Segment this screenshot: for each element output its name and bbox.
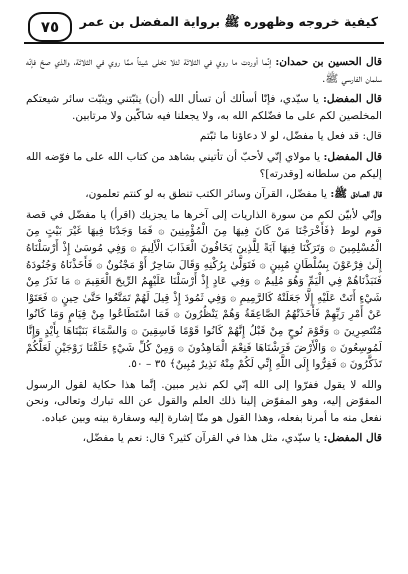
speaker: قال المفضل: [323, 432, 382, 445]
paragraph [26, 186, 382, 203]
speaker: قال الحسين بن حمدان: [275, 56, 383, 68]
paragraph-text: قال: قد فعل يا مفضّل، لو لا دعاؤنا ما ثبّتم [199, 130, 382, 143]
header-rule [24, 42, 384, 44]
paragraph-text: يا سيّدي، فإنّا أسألك أن تسأل الله (أن) يثبّتني ويثبّت سائر شيعتكم المخلصين لكم على ما فضّلكم الله به، ولا يجعلنا فيه شاكّين ولا مرتابين. [26, 93, 382, 122]
paragraph [26, 54, 382, 87]
speaker: قال المفضل: [322, 93, 382, 106]
paragraph-text: والله لا يقول ففرّوا إلى الله إنّي لكم نذير مبين. إنَّما هذا حكاية لقول الرسول المفوّض إليه، وهو المفوّض إلينا ذلك العلم والقول عن الله تبارك وتعالى، ونحن نفعل منه ما أمرنا بفعله، وهذا القول هو منّا إشارة إليه وسفارة بينه وبين عباده. [26, 378, 382, 424]
paragraph [26, 128, 382, 145]
speaker: قال المفضل: [323, 150, 383, 163]
page-header [24, 10, 384, 44]
paragraph-text: يا مفضّل، القرآن وسائر الكتب تنطق به لو كنتم تعلمون، [85, 188, 331, 201]
paragraph-text: يا مولاي إنّي لأحبّ أن تأتيني بشاهد من كتاب الله على ما فوّضه الله إليكم من سلطانه [وقدرته]؟ [26, 150, 382, 180]
paragraph [26, 149, 382, 182]
paragraph [26, 377, 382, 427]
paragraph-text: وإنّي لأبيّن لكم من سورة الذاريات إلى آخرها ما يجزيك (اقرأ) يا مفضّل في قصة قوم لوط ﴿فَأَخْرَجْنَا مَنْ كَانَ فِيهَا مِنَ الْمُؤْمِنِينَ ۞ فَمَا وَجَدْنَا فِيهَا غَيْرَ بَيْتٍ مِنَ الْمُسْلِمِينَ ۞ وَتَرَكْنَا فِيهَا آيَةً لِلَّذِينَ يَخَافُونَ الْعَذَابَ الْأَلِيمَ ۞ وَفِي مُوسَىٰ إِذْ أَرْسَلْنَاهُ إِلَىٰ فِرْعَوْنَ بِسُلْطَانٍ مُبِينٍ ۞ فَتَوَلَّىٰ بِرُكْنِهِ وَقَالَ سَاحِرٌ أَوْ مَجْنُونٌ ۞ فَأَخَذْنَاهُ وَجُنُودَهُ فَنَبَذْنَاهُمْ فِي الْيَمِّ وَهُوَ مُلِيمٌ ۞ وَفِي عَادٍ إِذْ أَرْسَلْنَا عَلَيْهِمُ الرِّيحَ الْعَقِيمَ ۞ مَا تَذَرُ مِنْ شَيْءٍ أَتَتْ عَلَيْهِ إِلَّا جَعَلَتْهُ كَالرَّمِيمِ ۞ وَفِي ثَمُودَ إِذْ قِيلَ لَهُمْ تَمَتَّعُوا حَتَّىٰ حِينٍ ۞ فَعَتَوْا عَنْ أَمْرِ رَبِّهِمْ فَأَخَذَتْهُمُ الصَّاعِقَةُ وَهُمْ يَنْظُرُونَ ۞ فَمَا اسْتَطَاعُوا مِنْ قِيَامٍ وَمَا كَانُوا مُنْتَصِرِينَ ۞ وَقَوْمَ نُوحٍ مِنْ قَبْلُ إِنَّهُمْ كَانُوا قَوْمًا فَاسِقِينَ ۞ وَالسَّمَاءَ بَنَيْنَاهَا بِأَيْدٍ وَإِنَّا لَمُوسِعُونَ ۞ وَالْأَرْضَ فَرَشْنَاهَا فَنِعْمَ الْمَاهِدُونَ ۞ وَمِنْ كُلِّ شَيْءٍ خَلَقْنَا زَوْجَيْنِ لَعَلَّكُمْ تَذَكَّرُونَ ۞ فَفِرُّوا إِلَى اللَّهِ إِنِّي لَكُمْ مِنْهُ نَذِيرٌ مُبِينٌ﴾ ٣٥ – ٥٠. [26, 208, 382, 371]
quran-paragraph [26, 207, 382, 373]
paragraph-text: إنَّما أوردت ما روي في الثلاثة لئلا تخلى شيئاً ممَّا روي في الثلاثة، والذي صحّ فإنّه سلمان الفارسي ﷺ. [26, 56, 382, 85]
paragraph [26, 91, 382, 124]
paragraph-text: يا سيّدي، مثل هذا في القرآن كثير؟ قال: نعم يا مفضّل، [82, 432, 324, 445]
speaker: قال الصادق ﷺ: [330, 188, 382, 201]
page-body [26, 54, 382, 451]
running-title: كيفية خروجه وظهوره ﷺ برواية المفضل بن عمر [79, 14, 378, 29]
paragraph [26, 430, 382, 447]
page-number: ٧٥ [28, 12, 72, 42]
